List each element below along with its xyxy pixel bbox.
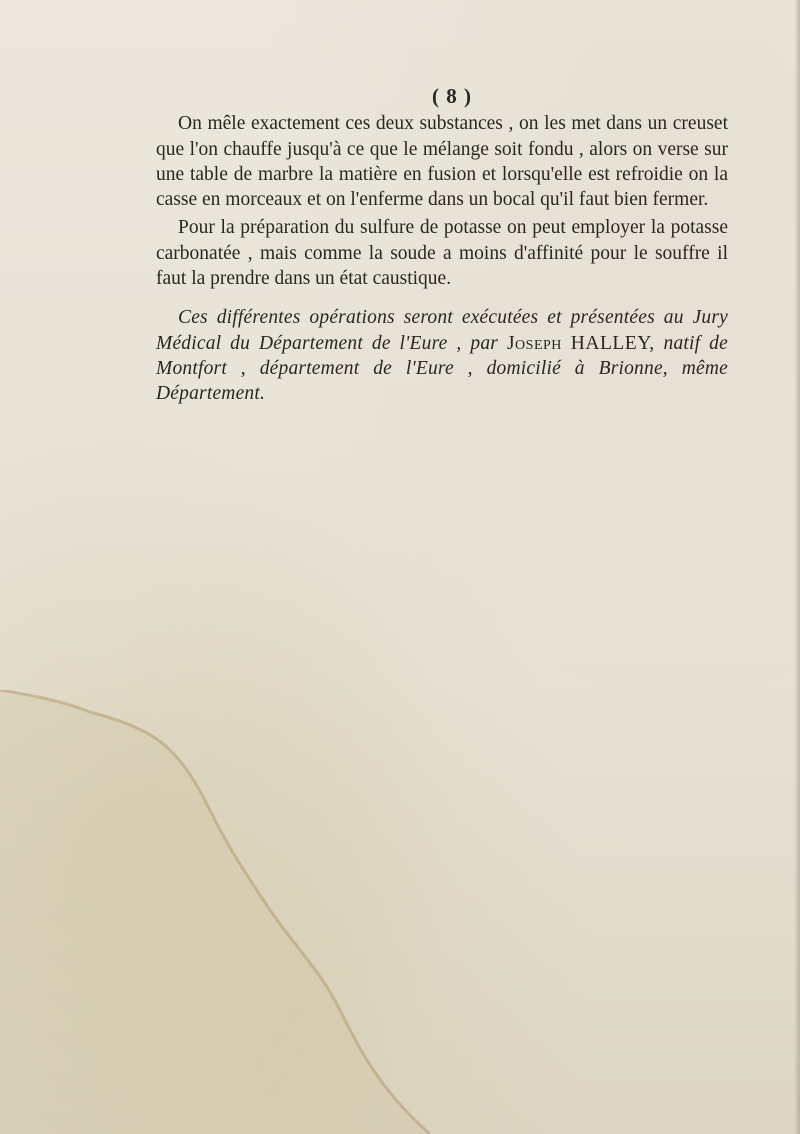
paragraph-3 bbox=[156, 305, 728, 406]
author-first-name: Joseph bbox=[506, 332, 562, 354]
text-block bbox=[156, 84, 728, 407]
water-stain bbox=[0, 690, 430, 1134]
author-last-name: HALLEY, bbox=[570, 332, 655, 354]
page-number: ( 8 ) bbox=[432, 84, 472, 108]
paragraph-3-text-before: Ces différentes opérations seront exécutées et présentées au Jury Médical du Département de l'Eure , par bbox=[156, 307, 728, 354]
paragraph-2: Pour la préparation du sulfure de potasse on peut employer la potasse carbonatée , mais comme la soude a moins d'affinité pour le souffre il faut la prendre dans un état caustique. bbox=[156, 217, 728, 290]
paragraph-1: On mêle exactement ces deux substances , on les met dans un creuset que l'on chauffe jusqu'à ce que le mélange soit fondu , alors on verse sur une table de marbre la matière en fusion et lorsqu'elle est refroidie on la casse en morceaux et on l'enferme dans un bocal qu'il faut bien fermer. bbox=[156, 113, 728, 211]
paragraph-3-text-after: natif de Montfort , département de l'Eure , domicilié à Brionne, même Département. bbox=[156, 332, 728, 405]
page-edge-shadow bbox=[794, 0, 800, 1134]
